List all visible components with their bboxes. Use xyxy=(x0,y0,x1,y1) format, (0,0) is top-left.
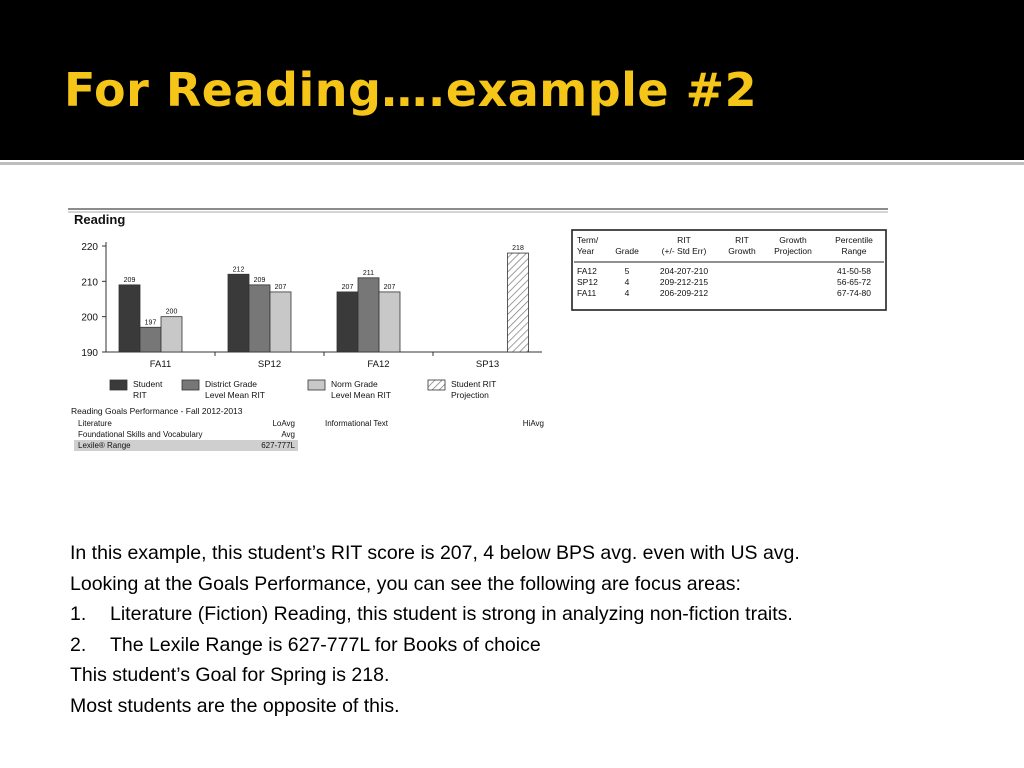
bar xyxy=(379,292,400,352)
bar xyxy=(508,253,529,352)
y-tick-label: 220 xyxy=(81,242,98,253)
focus-item-1 xyxy=(70,599,970,630)
chart-legend xyxy=(110,379,496,400)
table-header: Grade xyxy=(615,246,639,256)
x-tick-label: SP12 xyxy=(257,359,282,370)
table-cell: FA12 xyxy=(577,266,597,276)
table-header: Percentile xyxy=(835,235,873,245)
table-header: Growth xyxy=(779,235,807,245)
table-header: Range xyxy=(841,246,867,256)
bar xyxy=(249,285,270,352)
bar-value-label: 197 xyxy=(144,319,157,327)
list-item-text: Literature (Fiction) Reading, this student is strong in analyzing non-fiction traits. xyxy=(110,603,793,625)
report-title: Reading xyxy=(74,212,126,227)
body-line-1: In this example, this student’s RIT score is 207, 4 below BPS avg. even with US avg. xyxy=(70,542,800,564)
x-tick-label: FA11 xyxy=(149,359,172,370)
goals-heading: Reading Goals Performance - Fall 2012-2013 xyxy=(71,406,243,416)
y-tick-label: 210 xyxy=(81,277,98,289)
goal-value: 627-777L xyxy=(261,441,295,450)
legend-label: Student xyxy=(133,379,163,389)
table-header: Projection xyxy=(774,246,812,256)
goals-performance xyxy=(71,406,544,451)
bar-value-label: 207 xyxy=(274,283,287,291)
legend-label: Projection xyxy=(451,390,489,400)
slide-header xyxy=(0,0,1024,160)
table-header: (+/- Std Err) xyxy=(661,246,707,256)
table-cell: 4 xyxy=(624,288,630,298)
goal-value: LoAvg xyxy=(272,419,295,428)
y-tick-label: 200 xyxy=(81,312,98,324)
table-header: Growth xyxy=(728,246,756,256)
slide-body xyxy=(70,538,970,721)
y-tick-label: 190 xyxy=(81,348,98,359)
bar xyxy=(337,292,358,352)
table-cell: 41-50-58 xyxy=(836,266,872,276)
table-header: Year xyxy=(577,246,595,256)
legend-swatch xyxy=(182,380,199,390)
bar-value-label: 207 xyxy=(383,283,396,291)
reading-report-svg xyxy=(66,204,892,460)
list-item-text: The Lexile Range is 627-777L for Books of choice xyxy=(110,633,541,656)
table-cell: 67-74-80 xyxy=(836,288,872,298)
slide-title: For Reading….example #2 xyxy=(64,63,758,117)
table-cell: 204-207-210 xyxy=(659,266,709,276)
table-header: RIT xyxy=(735,235,749,245)
bar xyxy=(270,292,291,352)
goal-label: Lexile® Range xyxy=(78,441,131,450)
legend-swatch xyxy=(308,380,325,390)
bar-value-label: 211 xyxy=(362,269,375,277)
header-divider xyxy=(0,162,1024,165)
legend-label: RIT xyxy=(133,390,147,400)
goal-label: Informational Text xyxy=(325,419,388,428)
table-cell: FA11 xyxy=(577,288,597,298)
body-line-2: Looking at the Goals Performance, you can see the following are focus areas: xyxy=(70,572,741,595)
x-tick-label: SP13 xyxy=(475,359,500,370)
table-header: RIT xyxy=(677,235,691,245)
table-cell: 4 xyxy=(624,277,630,287)
closing-line-2: Most students are the opposite of this. xyxy=(70,694,400,717)
bar-value-label: 207 xyxy=(341,283,354,291)
table-header: Term/ xyxy=(577,235,599,245)
map-report-image xyxy=(66,204,892,460)
bar xyxy=(119,285,140,352)
x-tick-label: FA12 xyxy=(367,359,390,370)
goal-value: HiAvg xyxy=(522,419,544,428)
table-cell: 209-212-215 xyxy=(659,277,709,287)
table-cell: SP12 xyxy=(577,277,598,287)
legend-label: Level Mean RIT xyxy=(331,390,391,400)
goal-label: Foundational Skills and Vocabulary xyxy=(78,430,203,439)
goal-value: Avg xyxy=(281,430,295,439)
legend-swatch xyxy=(428,380,445,390)
table-cell: 5 xyxy=(624,266,630,276)
focus-item-2 xyxy=(70,630,970,661)
bar-value-label: 209 xyxy=(123,276,136,284)
legend-label: Level Mean RIT xyxy=(205,390,265,400)
closing-line-1: This student’s Goal for Spring is 218. xyxy=(70,664,390,686)
list-number: 1. xyxy=(70,603,87,625)
list-number: 2. xyxy=(70,633,87,656)
legend-label: Norm Grade xyxy=(331,379,378,389)
bar-value-label: 212 xyxy=(232,266,245,274)
bar xyxy=(358,278,379,352)
bar-value-label: 209 xyxy=(253,276,266,284)
bar xyxy=(228,274,249,352)
bar-value-label: 218 xyxy=(512,245,524,253)
goal-label: Literature xyxy=(78,419,112,428)
table-cell: 56-65-72 xyxy=(836,277,872,287)
rit-table xyxy=(572,230,886,310)
bar xyxy=(161,317,182,352)
bar-chart xyxy=(81,242,542,370)
table-cell: 206-209-212 xyxy=(659,288,709,298)
legend-swatch xyxy=(110,380,127,390)
legend-label: District Grade xyxy=(205,379,257,389)
bar xyxy=(140,327,161,352)
legend-label: Student RIT xyxy=(451,379,497,389)
bar-value-label: 200 xyxy=(165,308,178,316)
